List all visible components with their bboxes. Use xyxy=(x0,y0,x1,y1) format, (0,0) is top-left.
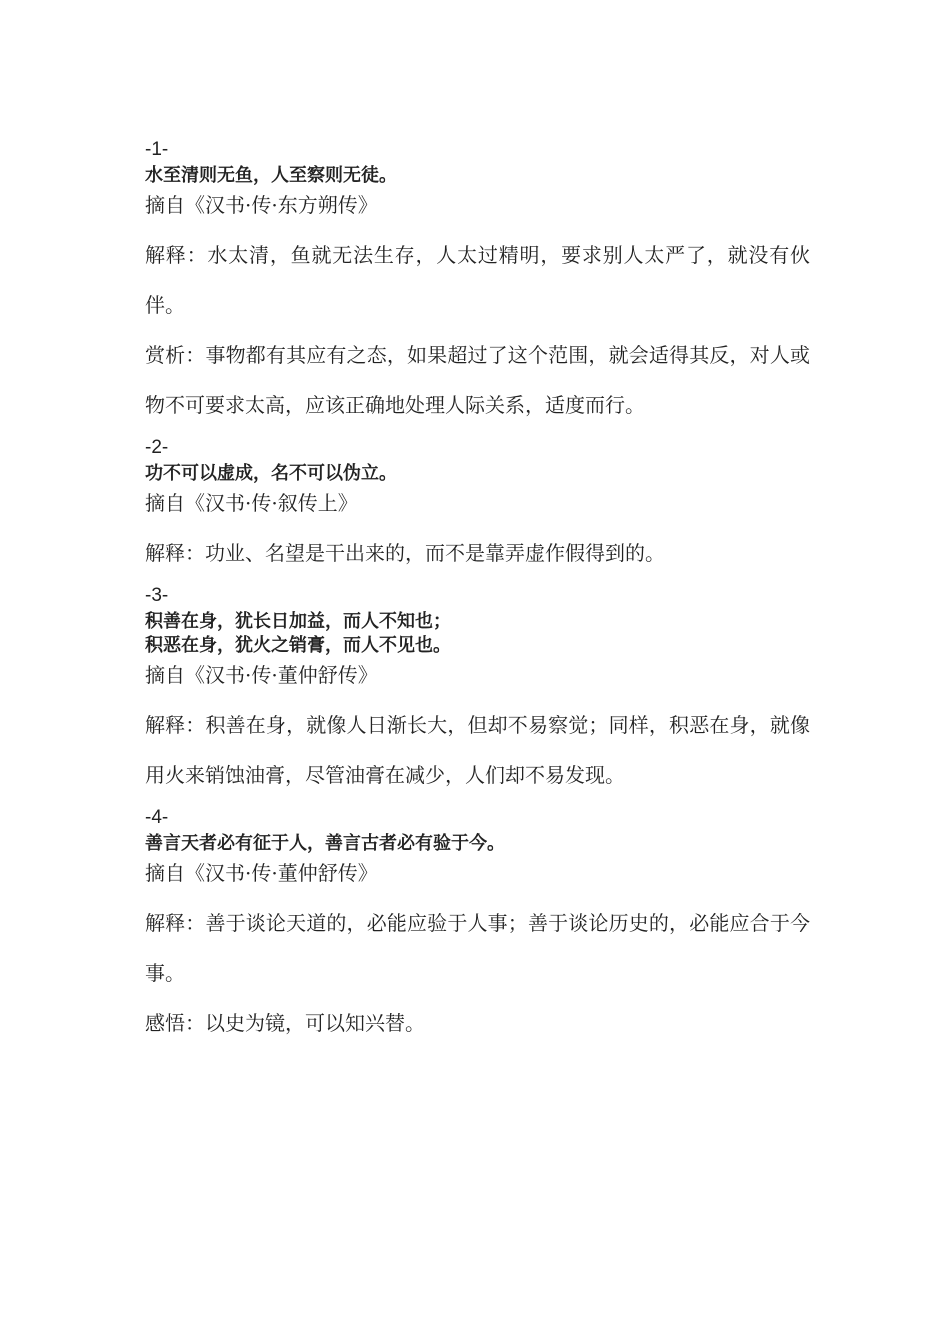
source-citation: 摘自《汉书·传·东方朔传》 xyxy=(145,193,378,217)
entry-number: -2- xyxy=(145,437,169,458)
entry-number: -4- xyxy=(145,807,169,828)
source-citation: 摘自《汉书·传·董仲舒传》 xyxy=(145,663,378,687)
quote-line: 积恶在身，犹火之销膏，而人不见也。 xyxy=(145,635,451,656)
entry-1 xyxy=(145,136,810,430)
entry-number: -1- xyxy=(145,139,169,160)
explanation-paragraph: 解释：积善在身，就像人日渐长大，但却不易察觉；同样，积恶在身，就像用火来销蚀油膏，尽管油膏在减少，人们却不易发现。 xyxy=(145,713,810,787)
explanation-paragraph: 解释：善于谈论天道的，必能应验于人事；善于谈论历史的，必能应合于今事。 xyxy=(145,911,810,985)
quote-line: 积善在身，犹长日加益，而人不知也； xyxy=(145,611,451,632)
document-page xyxy=(145,136,810,1052)
entry-number: -3- xyxy=(145,585,169,606)
explanation-paragraph: 解释：功业、名望是干出来的，而不是靠弄虚作假得到的。 xyxy=(145,541,665,565)
source-citation: 摘自《汉书·传·叙传上》 xyxy=(145,491,358,515)
entry-4 xyxy=(145,804,810,1048)
quote-line: 功不可以虚成，名不可以伪立。 xyxy=(145,463,397,484)
entry-2 xyxy=(145,434,810,578)
entry-3 xyxy=(145,582,810,800)
insight-paragraph: 感悟：以史为镜，可以知兴替。 xyxy=(145,1011,425,1035)
explanation-paragraph: 解释：水太清，鱼就无法生存，人太过精明，要求别人太严了，就没有伙伴。 xyxy=(145,243,810,317)
quote-line: 善言天者必有征于人，善言古者必有验于今。 xyxy=(145,833,505,854)
source-citation: 摘自《汉书·传·董仲舒传》 xyxy=(145,861,378,885)
appreciation-paragraph: 赏析：事物都有其应有之态，如果超过了这个范围，就会适得其反，对人或物不可要求太高，应该正确地处理人际关系，适度而行。 xyxy=(145,343,810,417)
quote-line: 水至清则无鱼，人至察则无徒。 xyxy=(145,165,397,186)
